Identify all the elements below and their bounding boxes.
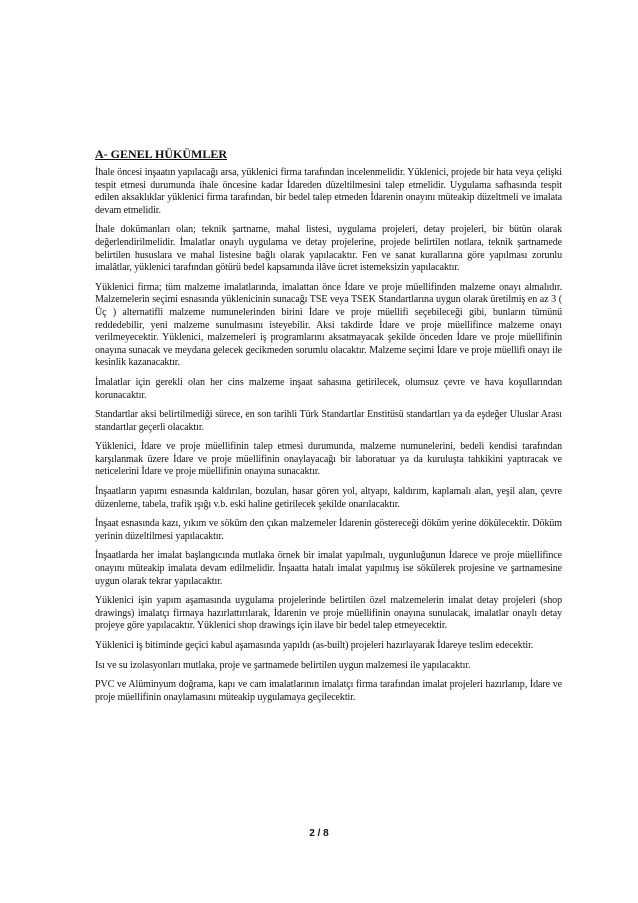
paragraph-as-built: Yüklenici iş bitiminde geçici kabul aşamasında yapıldı (as-built) projeleri hazırlayarak İdareye teslim edecektir.	[95, 640, 534, 651]
paragraph-material-approval: Yüklenici firma; tüm malzeme imalatlarında, imalattan önce İdare ve proje müellifinden malzeme onayı almalıdır. Malzemelerin seçimi esnasında yüklenicinin sunacağı TSE veya TSEK Standartlarına uygun olarak üretilmiş en az 3 ( Üç ) alternatifli malzeme numunelerinden birini İdare ve proje müellifi seçebileceği gibi, bunların tümünü reddedebilir, yeni malzeme sunulmasını isteyebilir. Aksi takdirde İdare ve proje müellifince malzeme onayı verilmeyecektir. Yüklenici, malzemeleri iş programlarını aksatmayacak şekilde önceden İdare ve proje müellifinin onayına sunacak ve meydana gelecek gecikmeden sorumlu olacaktır. Malzeme seçimi İdare ve proje müellifi onayı ile kesinlik kazanacaktır.	[95, 281, 562, 369]
section-heading: A- GENEL HÜKÜMLER	[95, 147, 228, 161]
paragraph-material-protection: İmalatlar için gerekli olan her cins malzeme inşaat sahasına getirilecek, olumsuz çevre ve hava koşullarından korunacaktır.	[95, 376, 562, 401]
paragraph-material-testing: Yüklenici, İdare ve proje müellifinin talep etmesi durumunda, malzeme numunelerini, bedeli kendisi tarafından karşılanmak üzere İdare ve proje müellifinin onaylayacağı bir laboratuar ya da kuruluşta tahkikini yaptıracak ve neticelerini İdare ve proje müellifinin onayına sunacaktır.	[95, 441, 562, 478]
page-number: 2 / 8	[309, 828, 329, 839]
paragraph-shop-drawings: Yüklenici işin yapım aşamasında uygulama projelerinde belirtilen özel malzemelerin imalat detay projeleri (shop drawings) imalatçı firmaya hazırlattırılarak, İdarenin ve proje müellifinin onayına sunulacak, imalatlar onaylı detay projeye göre yapılacaktır. Yüklenici shop drawings için ilave bir bedel talep etmeyecektir.	[95, 595, 562, 632]
paragraph-tender-documents: İhale dokümanları olan; teknik şartname, mahal listesi, uygulama projeleri, detay projeleri, bir bütün olarak değerlendirilmelidir. İmalatlar onaylı uygulama ve detay projelerine, projede belirtilen notlara, teknik şartnamede belirtilen hususlara ve mahal listesine bağlı olarak yapılacaktır. Fen ve sanat kurallarına göre yapılması zorunlu imalâtlar, yüklenici tarafından götürü bedel kapsamında ilâve ücret istemeksizin yapılacaktır.	[95, 224, 562, 274]
document-body	[95, 147, 562, 711]
paragraph-repairs: İnşaatların yapımı esnasında kaldırılan, bozulan, hasar gören yol, altyapı, kaldırım, kaplamalı alan, yeşil alan, çevre düzenleme, tabela, trafik ışığı v.b. eski haline getirilecek şekilde onarılacaktır.	[95, 486, 562, 510]
paragraph-sample-work: İnşaatlarda her imalat başlangıcında mutlaka örnek bir imalat yapılmalı, uygunluğunun İdarece ve proje müellifince onayını müteakip imalata devam edilmelidir. İnşaatta hatalı imalat yapılmış ise sökülerek projesine ve şartnamesine uygun olarak tekrar yapılacaktır.	[95, 550, 562, 587]
paragraph-joinery: PVC ve Alüminyum doğrama, kapı ve cam imalatlarının imalatçı firma tarafından imalat projeleri hazırlanıp, İdare ve proje müellifinin onaylamasını müteakip uygulamaya geçilecektir.	[95, 679, 562, 703]
paragraph-insulation: Isı ve su izolasyonları mutlaka, proje ve şartnamede belirtilen uygun malzemesi ile yapılacaktır.	[95, 659, 471, 671]
paragraph-standards: Standartlar aksi belirtilmediği sürece, en son tarihli Türk Standartlar Enstitüsü standartları ya da eşdeğer Uluslar Arası standartlar geçerli olacaktır.	[95, 409, 562, 433]
paragraph-debris-disposal: İnşaat esnasında kazı, yıkım ve söküm den çıkan malzemeler İdarenin göstereceği döküm yerine dökülecektir. Döküm yerinin düzeltilmesi yapılacaktır.	[95, 518, 562, 542]
paragraph-site-inspection: İhale öncesi inşaatın yapılacağı arsa, yüklenici firma tarafından incelenmelidir. Yüklenici, projede bir hata veya çelişki tespit etmesi durumunda ihale öncesine kadar İdareden düzeltilmesini talep etmelidir. Uygulama safhasında tespit edilen aksaklıklar yüklenici firma tarafından, bir bedel talep etmeden İdarenin onayını müteakip düzeltmeli ve imalata devam etmelidir.	[95, 167, 562, 216]
